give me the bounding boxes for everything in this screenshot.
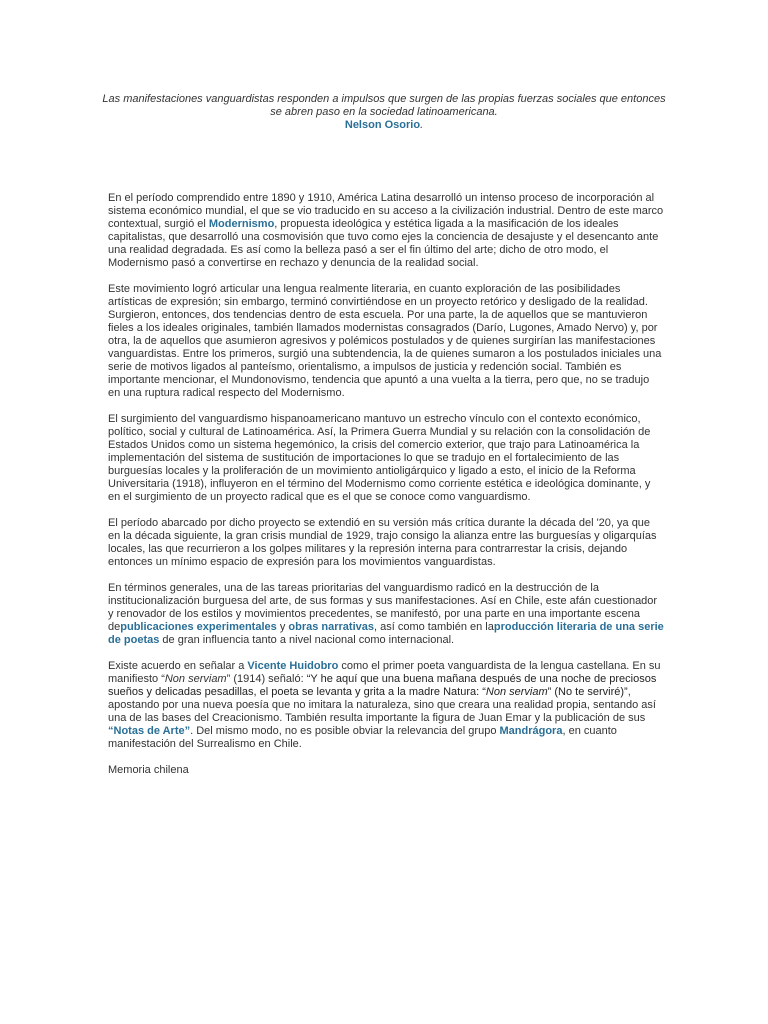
paragraph-6 [108,660,664,751]
paragraph-6-text-f: , en cuanto manifestación del Surrealismo en Chile. [108,725,617,750]
non-serviam-title: Non serviam [164,673,227,685]
paragraph-6-text-e: . Del mismo modo, no es posible obviar la relevancia del grupo [190,725,500,737]
huidobro-quote-b: ” (No te serviré)” [547,686,628,698]
paragraph-5 [108,582,664,647]
paragraph-3: El surgimiento del vanguardismo hispanoamericano mantuvo un estrecho vínculo con el contexto económico, político, social y cultural de Latinoamérica. Así, la Primera Guerra Mundial y su relación con la consolidación de Estados Unidos como un sistema hegemónico, la crisis del comercio exterior, que trajo para Latinoamérica la implementación del sistema de sustitución de importaciones lo que se tradujo en el fortalecimiento de las burguesías locales y la proliferación de un movimiento antioligárquico y ligado a esto, el inicio de la Reforma Universitaria (1918), influyeron en el término del Modernismo como corriente estética e ideológica dominante, y en el surgimiento de un proyecto radical que es el que se conoce como vanguardismo. [108,413,651,503]
paragraph-4: El período abarcado por dicho proyecto se extendió en su versión más crítica durante la década del '20, ya que en la década siguiente, la gran crisis mundial de 1929, trajo consigo la alianza entre las burguesías y oligarquías locales, las que recurrieron a los golpes militares y la represión interna para contrarrestar la crisis, dejando entonces un mínimo espacio de expresión para los movimientos vanguardistas. [108,517,657,568]
paragraph-6-text-c: ” (1914) señaló: [226,673,307,685]
produccion-literaria-link[interactable]: producción literaria de una serie de poetas [108,621,664,646]
paragraph-5-text-a: En términos generales, una de las tareas prioritarias del vanguardismo radicó en la destrucción de la institucionalización burguesa del arte, de sus formas y sus manifestaciones. Así en Chile, este afán cuestionador y renovador de los estilos y movimientos precedentes, se manifestó, por una parte en una importante escena de [108,582,658,633]
vicente-huidobro-link[interactable]: Vicente Huidobro [247,660,339,672]
notas-de-arte-link[interactable]: “Notas de Arte” [108,725,191,737]
non-serviam-quote: Non serviam [485,686,548,698]
epigraph-author-suffix: . [420,119,424,131]
paragraph-5-text-b: y [276,621,289,633]
obras-narrativas-link[interactable]: obras narrativas [288,621,374,633]
paragraph-1-text-a: En el período comprendido entre 1890 y 1910, América Latina desarrolló un intenso proceso de incorporación al sistema económico mundial, el que se vio traducido en su acceso a la civilización industrial. Dentro de este marco contextual, surgió el [108,192,664,230]
huidobro-quote-a: “Y he aquí que una buena mañana después de una noche de preciosos sueños y delicadas pesadillas, el poeta se levanta y grita a la madre Natura: “ [108,673,657,698]
paragraph-6-text-d: , apostando por una nueva poesía que no imitara la naturaleza, sino que creara una realidad propia, sentando así una de las bases del Creacionismo. También resulta importante la figura de Juan Emar y la publicación de sus [108,686,656,724]
epigraph-author-link[interactable]: Nelson Osorio [344,119,421,131]
paragraph-1 [108,192,664,270]
paragraph-1-text-b: , propuesta ideológica y estética ligada a la masificación de los ideales capitalistas, que desarrolló una cosmovisión que tuvo como ejes la conciencia de desajuste y el desencanto ante una realidad degradada. Es así como la belleza pasó a ser el fin último del arte; dicho de otro modo, el Modernismo pasó a convertirse en rechazo y denuncia de la realidad social. [108,218,659,269]
article-body [108,192,664,790]
paragraph-2: Este movimiento logró articular una lengua realmente literaria, en cuanto exploración de las posibilidades artísticas de expresión; sin embargo, terminó convirtiéndose en un proyecto retórico y desligado de la realidad. Surgieron, entonces, dos tendencias dentro de esta escuela. Por una parte, la de aquellos que se mantuvieron fieles a los ideales originales, también llamados modernistas consagrados (Darío, Lugones, Amado Nervo) y, por otra, la de aquellos que asumieron agresivos y polémicos postulados y de quienes surgirían las manifestaciones vanguardistas. Entre los primeros, surgió una subtendencia, la de quienes sumaron a los postulados iniciales una serie de motivos ligados al panteísmo, orientalismo, a impulsos de justicia y redención social. También es importante mencionar, el Mundonovismo, tendencia que apuntó a una vuelta a la tierra, pero que, no se tradujo en una ruptura radical respecto del Modernismo. [108,283,662,399]
source-footer: Memoria chilena [108,764,189,776]
epigraph [100,93,668,132]
modernismo-link[interactable]: Modernismo [208,218,275,230]
mandragora-link[interactable]: Mandrágora [499,725,563,737]
paragraph-5-text-c: , así como también en la [374,621,494,633]
paragraph-5-text-d: de gran influencia tanto a nivel nacional como internacional. [159,634,455,646]
publicaciones-experimentales-link[interactable]: publicaciones experimentales [120,621,277,633]
epigraph-quote: Las manifestaciones vanguardistas responden a impulsos que surgen de las propias fuerzas sociales que entonces se abren paso en la sociedad latinoamericana. [102,93,666,118]
paragraph-6-text-b: como el primer poeta vanguardista de la lengua castellana. En su manifiesto “ [108,660,661,685]
paragraph-6-text-a: Existe acuerdo en señalar a [108,660,248,672]
